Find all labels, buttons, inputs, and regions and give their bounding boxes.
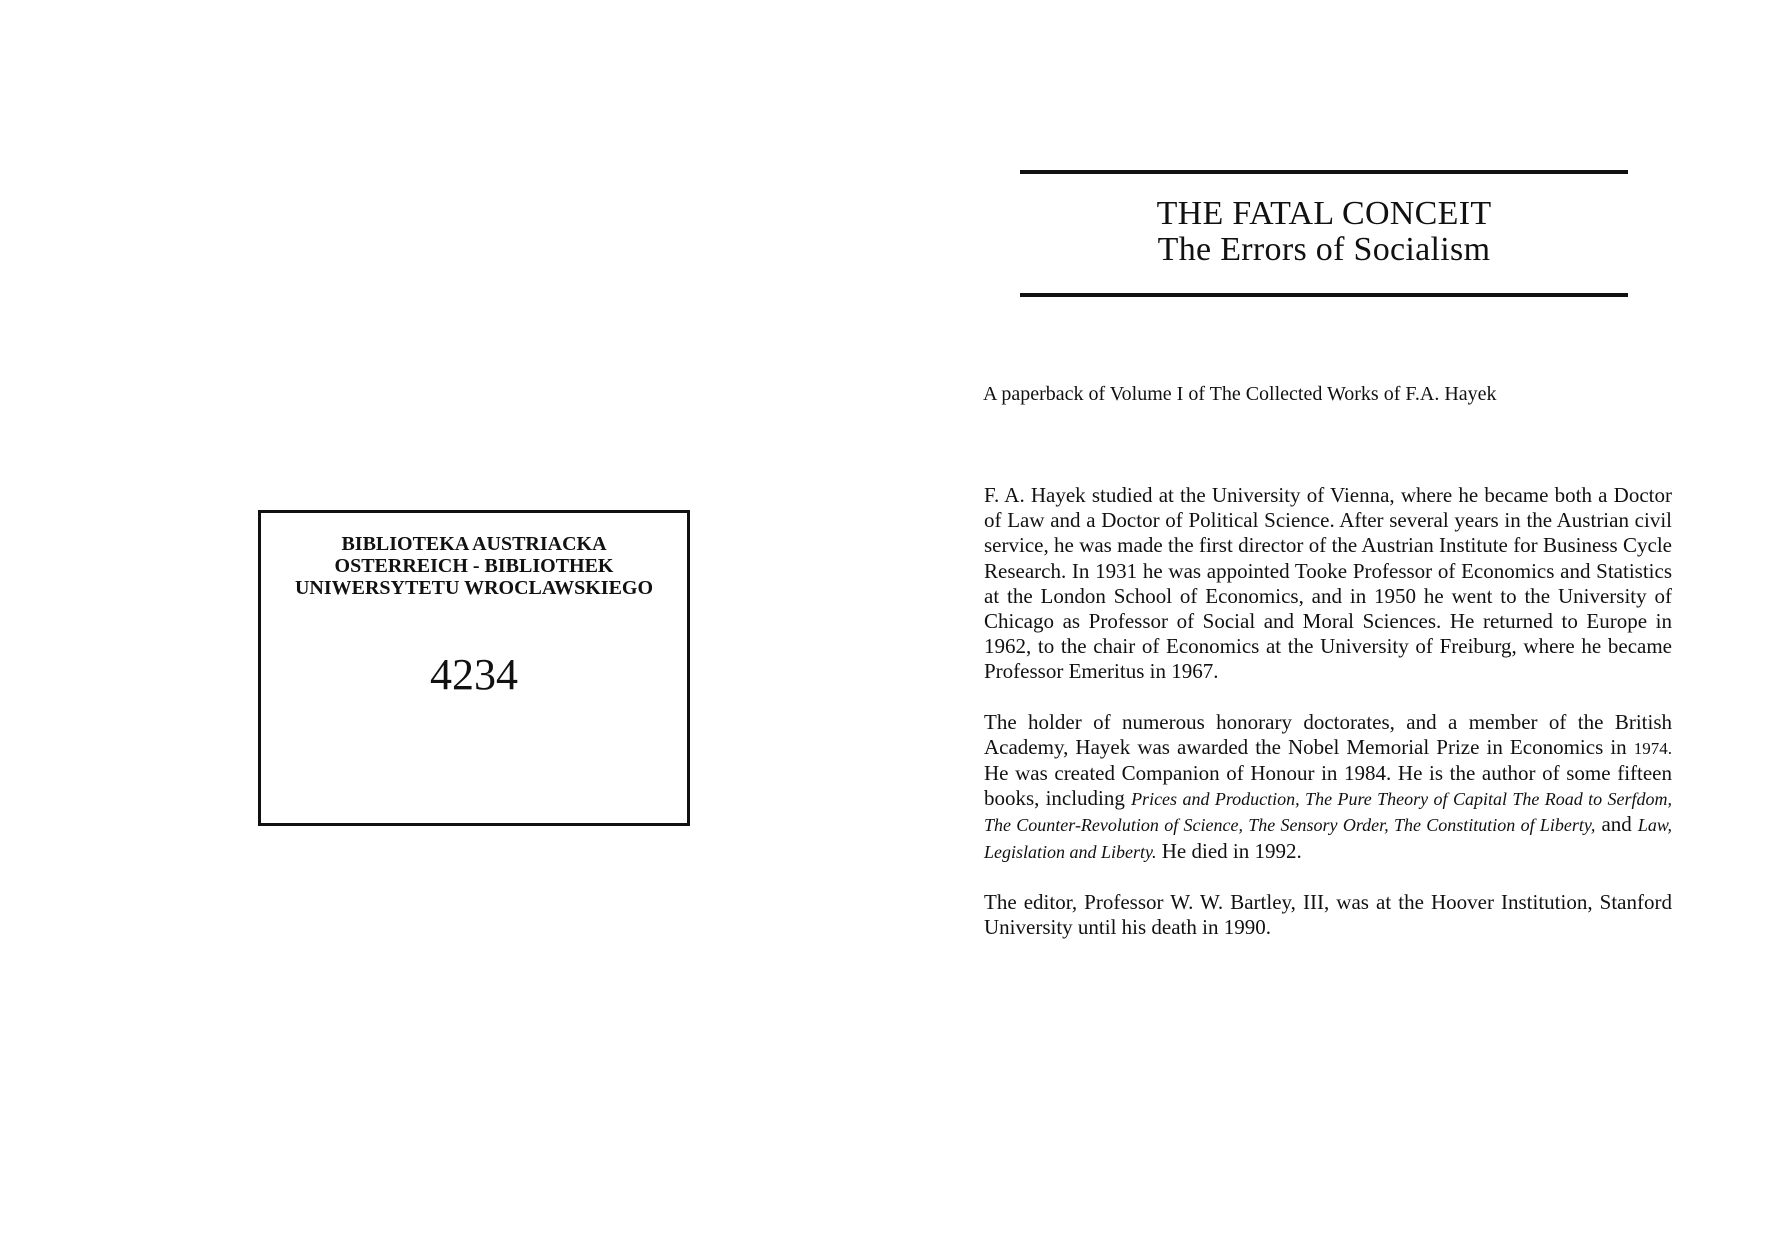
bio-paragraph-career: F. A. Hayek studied at the University of Vienna, where he became both a Doctor of Law and a Doctor of Political Science. After several years in the Austrian civil service, he was made the first director of the Austrian Institute for Business Cycle Research. In 1931 he was appointed Tooke Professor of Economics and Statistics at the London School of Economics, and in 1950 he went to the University of Chicago as Professor of Social and Moral Sciences. He returned to Europe in 1962, to the chair of Economics at the University of Freiburg, where he became Professor Emeritus in 1967. — [984, 483, 1672, 684]
stamp-line: UNIWERSYTETU WROCLAWSKIEGO — [294, 577, 654, 599]
title-block — [1020, 196, 1628, 268]
title-rule-bottom — [1020, 293, 1628, 297]
bio-text: and — [1601, 812, 1632, 837]
book-title: THE FATAL CONCEIT — [1156, 195, 1492, 232]
bio-nobel-year: 1974. — [1633, 738, 1673, 758]
edition-note: A paperback of Volume I of The Collected Works of F.A. Hayek — [983, 383, 1497, 405]
library-stamp — [258, 510, 690, 826]
author-biography — [984, 483, 1672, 965]
stamp-line: OSTERREICH - BIBLIOTHEK — [334, 555, 614, 577]
stamp-library-name — [261, 533, 687, 599]
bio-text: The holder of numerous honorary doctorates, and a member of the British Academy, Hayek was awarded the Nobel Memorial Prize in Economics in — [984, 709, 1672, 759]
title-rule-top — [1020, 170, 1628, 174]
bio-text: He died in 1992. — [1161, 838, 1302, 863]
bio-book-titles: Prices and Production, The Pure Theory of Capital The Road to Serfdom, The Counter-Revolution of Science, The Sensory Order, The Constitution of Liberty, — [984, 789, 1673, 836]
bio-paragraph-honours — [984, 710, 1672, 865]
book-subtitle: The Errors of Socialism — [1157, 231, 1491, 268]
bio-book-title-last: Law, Legislation and Liberty. — [984, 815, 1672, 862]
stamp-accession-number: 4234 — [430, 650, 518, 699]
bio-paragraph-editor: The editor, Professor W. W. Bartley, III, was at the Hoover Institution, Stanford University until his death in 1990. — [984, 889, 1672, 940]
bio-text: He was created Companion of Honour in 1984. He is the author of some fifteen books, including — [984, 761, 1672, 811]
stamp-line: BIBLIOTEKA AUSTRIACKA — [341, 533, 607, 555]
